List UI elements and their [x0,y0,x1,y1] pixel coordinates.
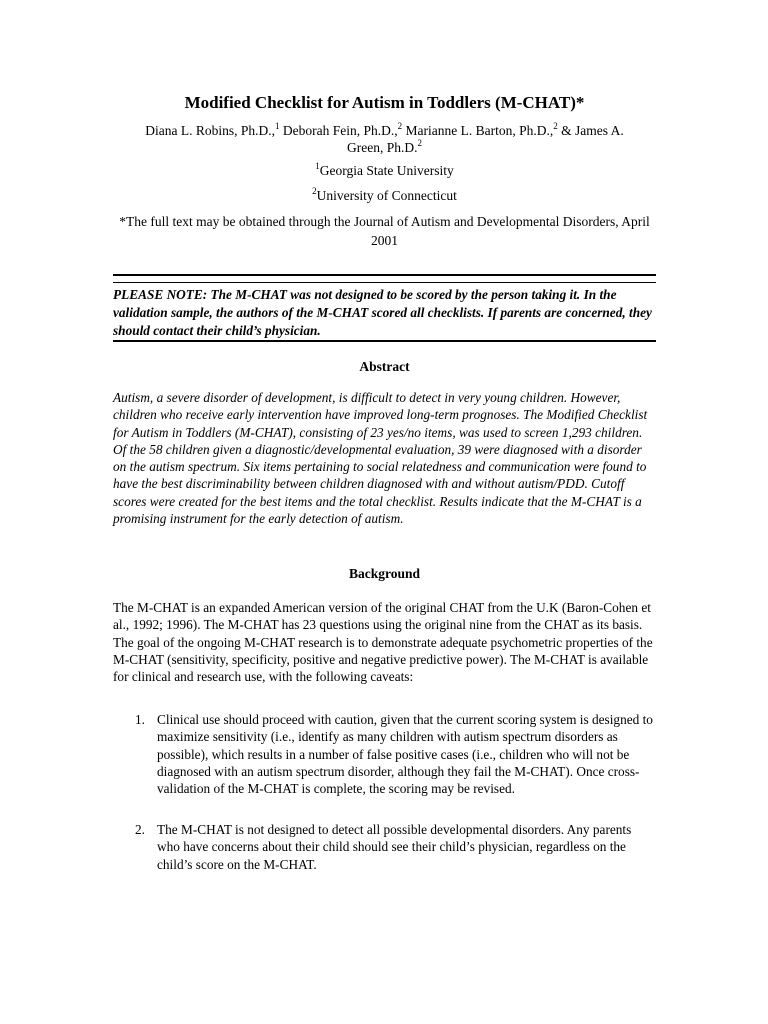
author-fein: Deborah Fein, Ph.D., [279,123,398,138]
divider-top-thin [113,282,656,283]
author-affiliation-marker: 2 [553,120,558,131]
divider-bottom [113,340,656,342]
author-green-part2: Green, Ph.D. [347,140,418,155]
list-number: 2. [135,822,145,837]
affiliation-marker: 1 [315,160,320,171]
author-affiliation-marker: 2 [417,137,422,148]
full-text-note: *The full text may be obtained through the Journal of Autism and Developmental Disorders, April 2001 [119,214,650,248]
list-item-text: The M-CHAT is not designed to detect all possible developmental disorders. Any parents who have concerns about their child should see their child’s physician, regardless on the child’s score on the M-CHAT. [157,822,632,872]
affiliation-name: University of Connecticut [316,188,457,203]
abstract-text: Autism, a severe disorder of development, is difficult to detect in very young children. However, children who receive early intervention have improved long-term prognoses. The Modified Checklist for Autism in Toddlers (M-CHAT), consisting of 23 yes/no items, was used to screen 1,293 children. Of the 58 children given a diagnostic/developmental evaluation, 39 were diagnosed with a disorder on the autism spectrum. Six items pertaining to social relatedness and communication were found to have the best discriminability between children diagnosed with and without autism/PDD. Cutoff scores were created for the best items and the total checklist. Results indicate that the M-CHAT is a promising instrument for the early detection of autism. [113,390,648,527]
author-green-part1: & James A. [557,123,624,138]
background-paragraph: The M-CHAT is an expanded American version of the original CHAT from the U.K (Baron-Cohen et al., 1992; 1996). The M-CHAT has 23 questions using the original nine from the CHAT as its basis. The goal of the ongoing M-CHAT research is to demonstrate adequate psychometric properties of the M-CHAT (sensitivity, specificity, positive and negative predictive power). The M-CHAT is available for clinical and research use, with the following caveats: [113,600,653,685]
author-robins: Diana L. Robins, Ph.D., [145,123,275,138]
affiliation-marker: 2 [312,185,317,196]
background-heading: Background [348,566,421,581]
affiliation-uconn [113,187,656,204]
divider-top-thick [113,274,656,276]
please-note-box: PLEASE NOTE: The M-CHAT was not designed to be scored by the person taking it. In the validation sample, the authors of the M-CHAT scored all checklists. If parents are concerned, they should contact their child’s physician. [113,287,652,338]
affiliation-georgia-state [113,162,656,179]
author-affiliation-marker: 2 [397,120,403,131]
list-item-text: Clinical use should proceed with caution, given that the current scoring system is designed to maximize sensitivity (i.e., identify as many children with autism spectrum disorders as possible), which results in a number of false positive cases (i.e., children who will not be diagnosed with an autism spectrum disorder, although they fail the M-CHAT). Once cross-validation of the M-CHAT is complete, the scoring may be revised. [157,712,653,797]
author-affiliation-marker: 1 [275,120,280,131]
affiliation-name: Georgia State University [319,163,454,178]
abstract-heading: Abstract [359,359,410,374]
author-list [113,122,656,156]
author-barton: Marianne L. Barton, Ph.D., [402,123,554,138]
document-title: Modified Checklist for Autism in Toddlers (M-CHAT)* [184,93,585,112]
list-number: 1. [135,712,145,727]
